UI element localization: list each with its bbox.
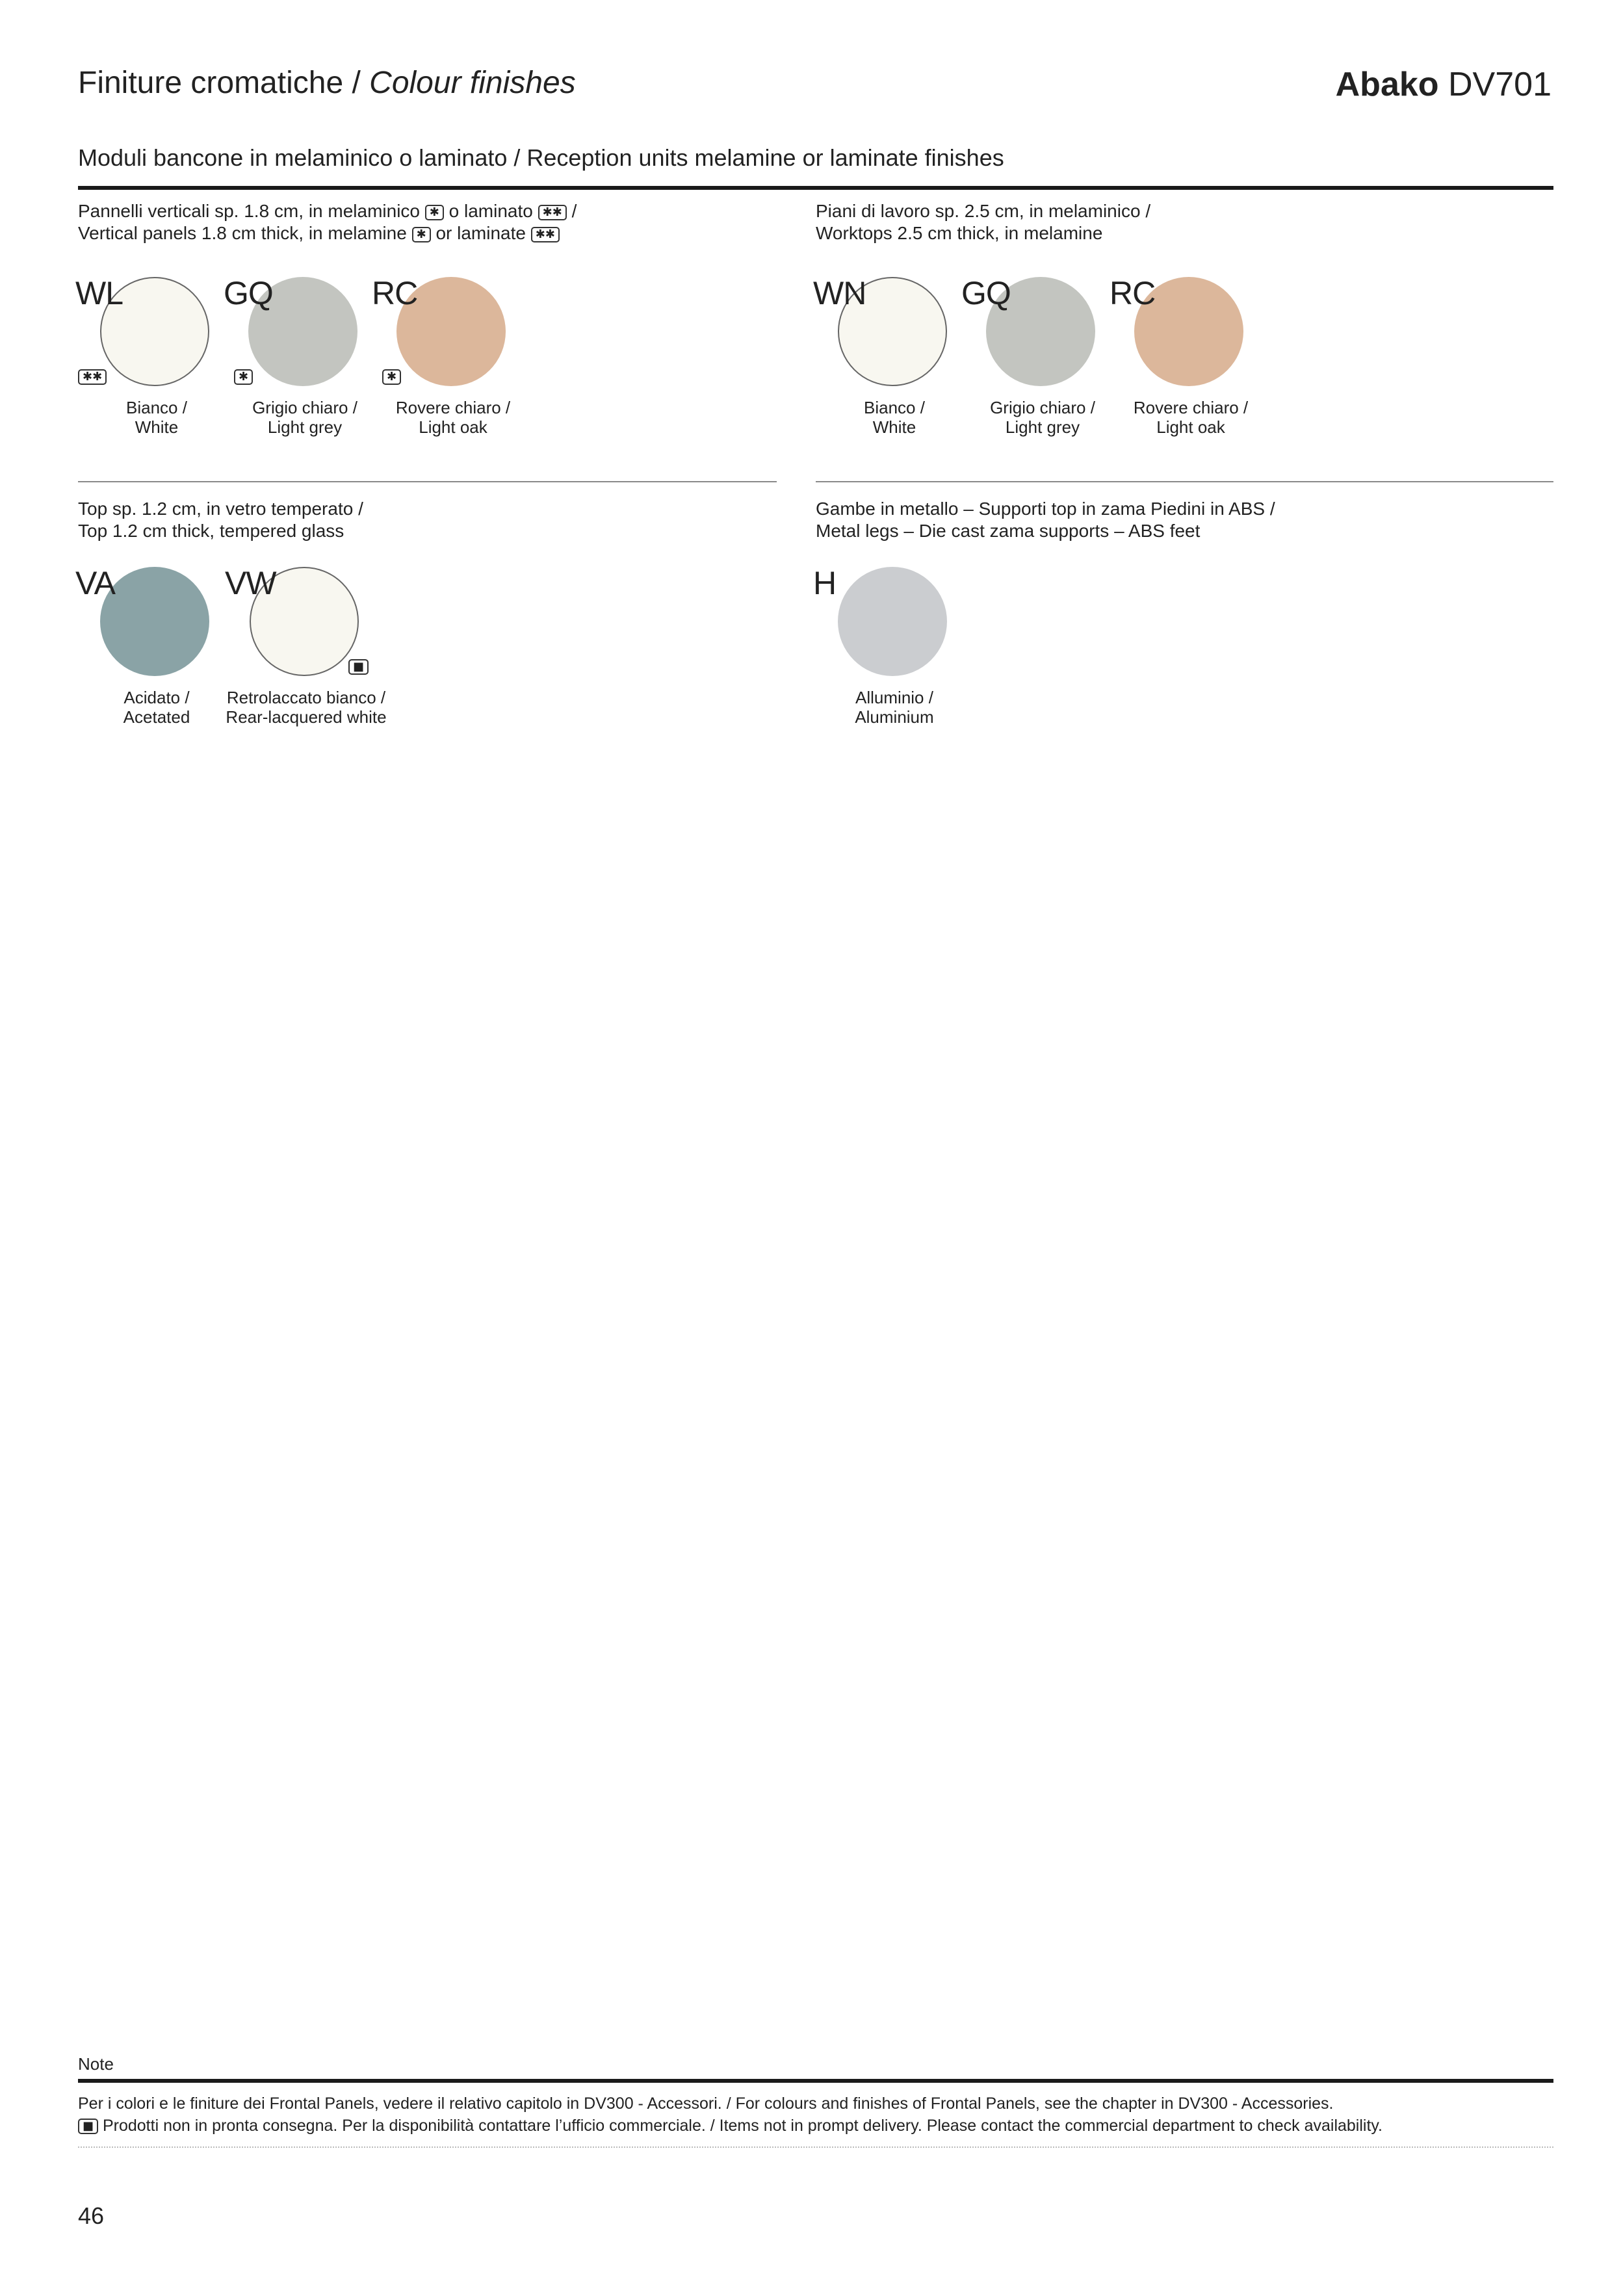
double-star-badge: ✱✱: [78, 369, 107, 385]
block-heading: [816, 498, 1531, 542]
swatch-label: [787, 688, 1002, 727]
page-title: [78, 65, 576, 101]
note-line: Per i colori e le finiture dei Frontal Panels, vedere il relativo capitolo in DV300 - Accessori. / For colours and finishes of Frontal Panels, see the chapter in DV300 - Accessories.: [78, 2094, 1334, 2113]
heading-line1: Top sp. 1.2 cm, in vetro temperato /: [78, 499, 363, 519]
heading-line2: Top 1.2 cm thick, tempered glass: [78, 521, 344, 541]
label-en: Light oak: [1156, 417, 1225, 437]
heading-line1-c: /: [571, 201, 577, 221]
label-en: White: [872, 417, 916, 437]
heading-line1-a: Pannelli verticali sp. 1.8 cm, in melaminico: [78, 201, 420, 221]
heading-line2: Worktops 2.5 cm thick, in melamine: [816, 223, 1103, 243]
block-divider: [78, 481, 777, 482]
heading-line1: Gambe in metallo – Supporti top in zama Piedini in ABS /: [816, 499, 1275, 519]
block-vertical-panels: [78, 200, 780, 244]
label-it: Alluminio /: [855, 688, 933, 707]
label-en: Light oak: [419, 417, 487, 437]
section-rule: [78, 186, 1553, 190]
star-symbol: ✱: [425, 205, 444, 220]
label-it: Grigio chiaro /: [990, 398, 1095, 417]
block-glass-top: [78, 498, 780, 542]
swatch-code: WN: [813, 275, 866, 311]
notes-dotted-rule: [78, 2146, 1553, 2148]
label-it: Bianco /: [126, 398, 187, 417]
square-symbol: ■: [78, 2119, 98, 2134]
notes-rule: [78, 2079, 1553, 2083]
double-star-symbol: ✱✱: [538, 205, 567, 220]
label-it: Bianco /: [864, 398, 925, 417]
note-text: Prodotti non in pronta consegna. Per la disponibilità contattare l’ufficio commerciale. / Items not in prompt delivery. Please contact the commercial department to check availability.: [102, 2117, 1383, 2135]
swatch-code: VW: [225, 565, 276, 601]
block-heading: [78, 498, 780, 542]
heading-line1-b: o laminato: [448, 201, 533, 221]
heading-line2: Metal legs – Die cast zama supports – ABS feet: [816, 521, 1201, 541]
star-badge: ✱: [382, 369, 401, 385]
swatch-code: GQ: [961, 275, 1011, 311]
brand-title: [1336, 65, 1552, 104]
color-dot: [838, 567, 947, 676]
title-italian: Finiture cromatiche /: [78, 66, 361, 100]
label-en: Rear-lacquered white: [226, 707, 387, 727]
note-line: [78, 2117, 1383, 2135]
swatch-code: VA: [75, 565, 115, 601]
swatch-label: [346, 398, 560, 437]
swatch-label: [199, 688, 413, 727]
star-badge: ✱: [234, 369, 253, 385]
page-number: 46: [78, 2202, 105, 2229]
swatch-code: H: [813, 565, 837, 601]
block-divider: [816, 481, 1553, 482]
heading-line2-b: or laminate: [435, 223, 526, 243]
label-en: White: [135, 417, 179, 437]
block-heading: [78, 200, 780, 244]
swatch-code: RC: [372, 275, 418, 311]
notes-title: Note: [78, 2054, 114, 2074]
label-it: Grigio chiaro /: [252, 398, 357, 417]
label-it: Retrolaccato bianco /: [226, 688, 386, 707]
title-english: Colour finishes: [369, 66, 576, 100]
square-badge: ■: [348, 659, 369, 675]
block-heading: [816, 200, 1531, 244]
swatch-code: GQ: [224, 275, 273, 311]
block-metal-legs: [816, 498, 1531, 542]
product-code: DV701: [1448, 66, 1552, 103]
block-worktops: [816, 200, 1531, 244]
section-title: Moduli bancone in melaminico o laminato / Reception units melamine or laminate finishes: [78, 144, 1004, 171]
brand-name: Abako: [1335, 66, 1439, 103]
color-dot: [100, 567, 209, 676]
label-it: Rovere chiaro /: [395, 398, 511, 417]
label-en: Light grey: [267, 417, 343, 437]
label-it: Rovere chiaro /: [1133, 398, 1249, 417]
swatch-code: WL: [75, 275, 123, 311]
label-en: Aluminium: [855, 707, 934, 727]
label-en: Light grey: [1005, 417, 1080, 437]
star-symbol: ✱: [412, 227, 431, 242]
heading-line2-a: Vertical panels 1.8 cm thick, in melamine: [78, 223, 407, 243]
double-star-symbol: ✱✱: [531, 227, 560, 242]
swatch-label: [1084, 398, 1298, 437]
heading-line1: Piani di lavoro sp. 2.5 cm, in melaminico /: [816, 201, 1151, 221]
swatch-code: RC: [1110, 275, 1156, 311]
label-it: Acidato /: [123, 688, 190, 707]
label-en: Acetated: [123, 707, 190, 727]
